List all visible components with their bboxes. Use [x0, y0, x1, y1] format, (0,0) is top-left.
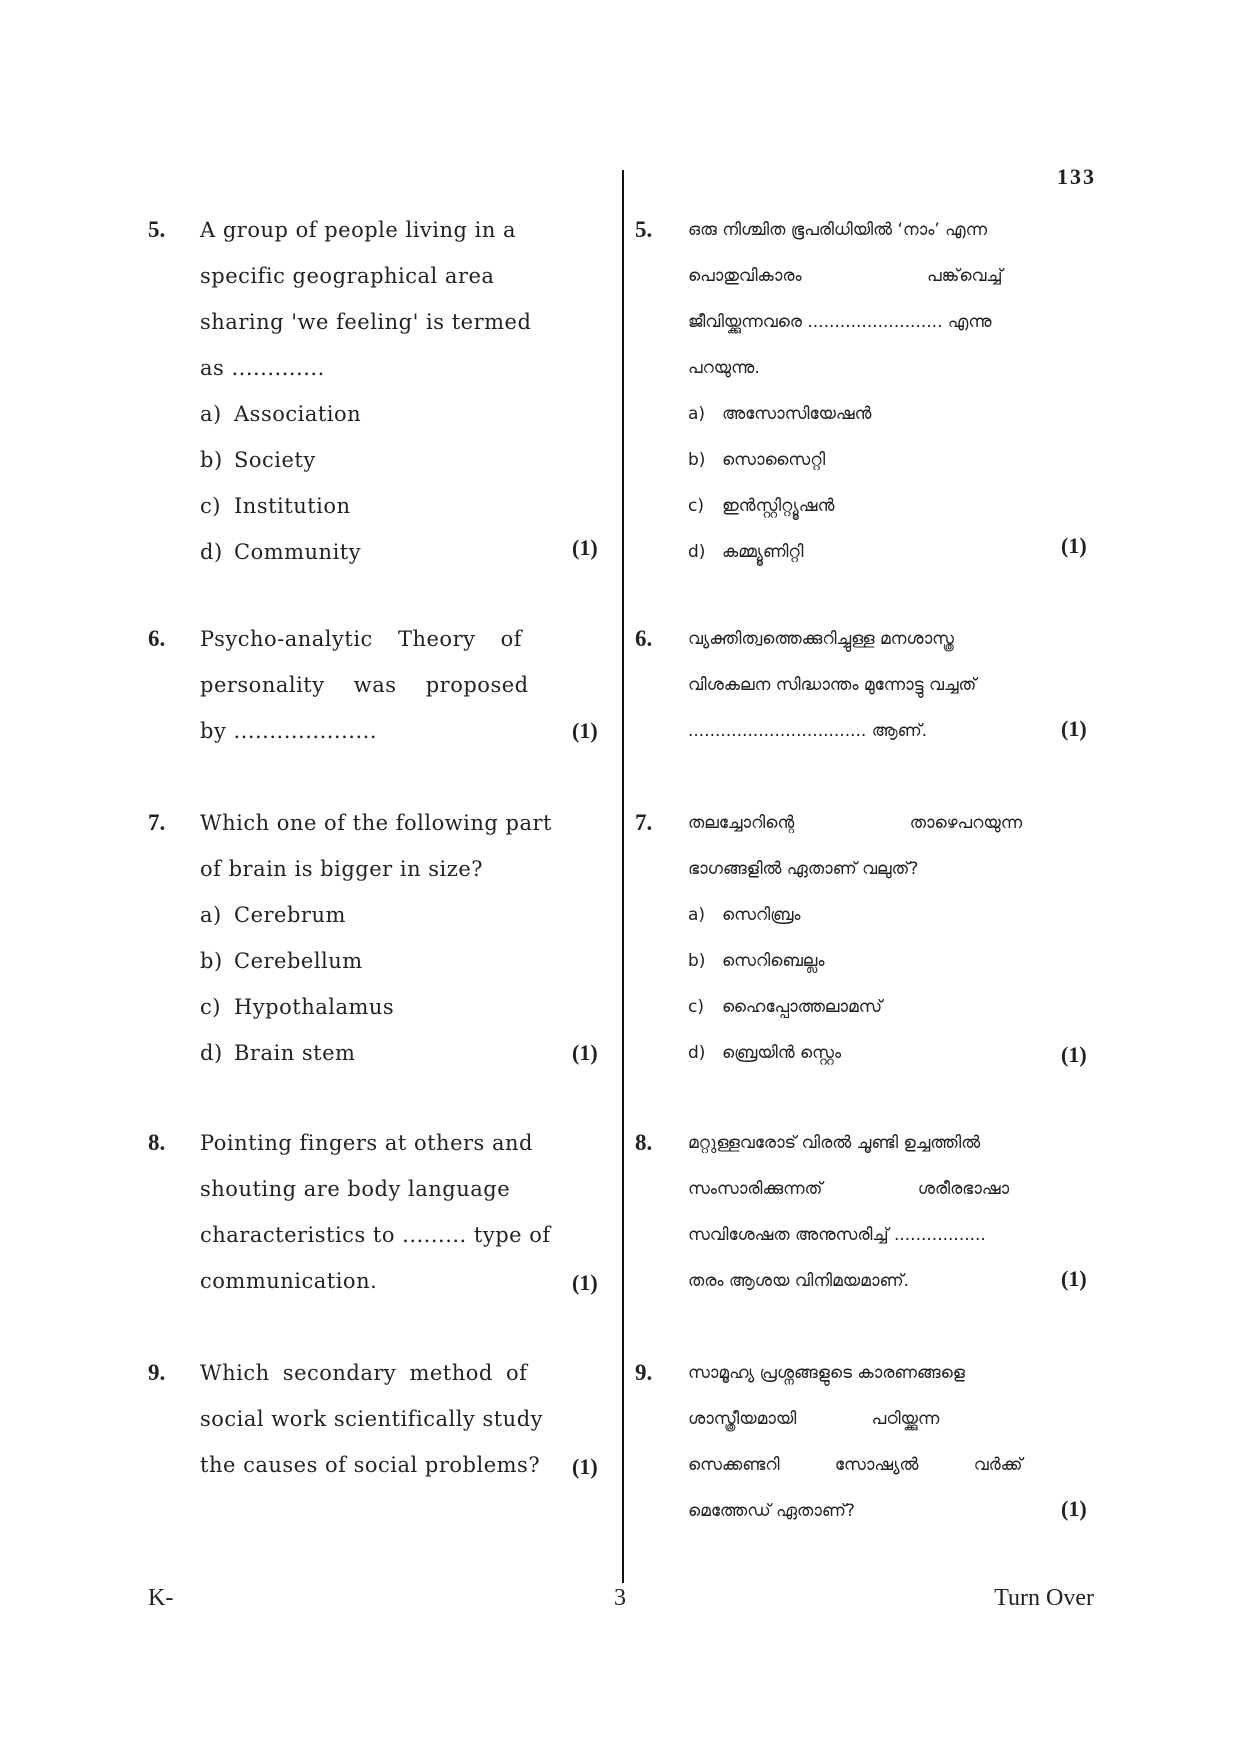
question-text-line: Pointing fingers at others and — [200, 1131, 533, 1155]
question-7-malayalam — [635, 800, 1095, 1090]
option-c: c) Hypothalamus — [200, 995, 395, 1019]
option-c: c) ഇൻസ്റ്റിറ്റ്യൂഷൻ — [688, 496, 835, 516]
question-number: 7. — [635, 810, 653, 835]
question-6-english — [148, 616, 608, 756]
question-text-line: തരം ആശയ വിനിമയമാണ്. — [688, 1271, 909, 1291]
mark: (1) — [572, 1454, 598, 1479]
question-text-line: communication. — [200, 1269, 378, 1293]
question-number: 6. — [148, 626, 166, 651]
question-text-line: സെക്കണ്ടറി സോഷ്യൽ വർക്ക് — [688, 1455, 1023, 1475]
question-text-line: ജീവിയ്ക്കുന്നവരെ ......................... എന്നു — [688, 312, 992, 332]
question-text-line: Psycho-analytic Theory of — [200, 627, 523, 651]
question-text-line: shouting are body language — [200, 1177, 511, 1201]
option-c: c) Institution — [200, 494, 351, 518]
question-text-line: മെത്തേഡ് ഏതാണ്? — [688, 1501, 855, 1521]
mark: (1) — [572, 1040, 598, 1065]
option-a: a) Cerebrum — [200, 903, 346, 927]
mark: (1) — [572, 1270, 598, 1295]
mark: (1) — [1061, 716, 1087, 741]
question-5-english — [148, 207, 608, 564]
question-text-line: വിശകലന സിദ്ധാന്തം മുന്നോട്ടു വച്ചത് — [688, 675, 977, 695]
mark: (1) — [1061, 533, 1087, 558]
question-text-line: A group of people living in a — [200, 218, 517, 242]
question-5-malayalam — [635, 207, 1095, 562]
question-text-line: Which secondary method of — [200, 1361, 528, 1385]
question-number: 8. — [148, 1130, 166, 1155]
mark: (1) — [1061, 1266, 1087, 1291]
option-b: b) Society — [200, 448, 316, 472]
question-text-line: characteristics to ......... type of — [200, 1223, 551, 1247]
mark: (1) — [572, 718, 598, 743]
option-a: a) അസോസിയേഷൻ — [688, 404, 872, 424]
question-number: 5. — [148, 217, 166, 242]
question-text-line: as ............. — [200, 356, 325, 380]
question-text-line: sharing 'we feeling' is termed — [200, 310, 532, 334]
question-text-line: ഒരു നിശ്ചിത ഭൂപരിധിയിൽ ‘നാം’ എന്ന — [688, 220, 988, 240]
question-text-line: the causes of social problems? — [200, 1453, 541, 1477]
question-9-english — [148, 1350, 608, 1500]
question-number: 7. — [148, 810, 166, 835]
mark: (1) — [1061, 1496, 1087, 1521]
question-text-line: specific geographical area — [200, 264, 495, 288]
paper-code: 133 — [1057, 164, 1096, 189]
page-number: 3 — [614, 1585, 626, 1611]
option-b: b) സൊസൈറ്റി — [688, 450, 826, 470]
question-text-line: സംസാരിക്കുന്നത് ശരീരഭാഷാ — [688, 1179, 1010, 1199]
option-b: b) സെറിബെല്ലം — [688, 951, 825, 971]
option-d: d) Community — [200, 540, 362, 564]
question-6-malayalam — [635, 616, 1095, 756]
question-text-line: social work scientifically study — [200, 1407, 544, 1431]
question-text-line: സവിശേഷത അനുസരിച്ച് ................. — [688, 1225, 986, 1245]
option-d: d) ബ്രെയിൻ സ്റ്റെം — [688, 1043, 842, 1063]
question-number: 9. — [635, 1360, 653, 1385]
question-text-line: തലച്ചോറിന്റെ താഴെപറയുന്ന — [688, 813, 1023, 833]
question-text-line: personality was proposed — [200, 673, 529, 697]
option-b: b) Cerebellum — [200, 949, 363, 973]
mark: (1) — [1061, 1042, 1087, 1067]
question-text-line: ശാസ്ത്രീയമായി പഠിയ്ക്കുന്ന — [688, 1409, 940, 1429]
column-divider — [622, 170, 624, 1583]
option-a: a) സെറിബ്രം — [688, 905, 801, 925]
question-number: 6. — [635, 626, 653, 651]
question-text-line: ഭാഗങ്ങളിൽ ഏതാണ് വലുത്? — [688, 859, 919, 879]
footer-code: K- — [148, 1585, 174, 1611]
question-text-line: സാമൂഹ്യ പ്രശ്നങ്ങളുടെ കാരണങ്ങളെ — [688, 1363, 965, 1383]
option-a: a) Association — [200, 402, 362, 426]
option-d: d) കമ്മ്യൂണിറ്റി — [688, 542, 804, 562]
question-text-line: of brain is bigger in size? — [200, 857, 484, 881]
question-7-english — [148, 800, 608, 1090]
question-text-line: പൊതുവികാരം പങ്ക്‌വെച്ച് — [688, 266, 1003, 286]
question-9-malayalam — [635, 1350, 1095, 1550]
question-number: 5. — [635, 217, 653, 242]
question-text-line: Which one of the following part — [200, 811, 552, 835]
question-text-line: മറ്റുള്ളവരോട് വിരൽ ചൂണ്ടി ഉച്ചത്തിൽ — [688, 1133, 981, 1153]
mark: (1) — [572, 535, 598, 560]
question-text-line: പറയുന്നു. — [688, 358, 760, 378]
question-number: 8. — [635, 1130, 653, 1155]
option-c: c) ഹൈപ്പോത്തലാമസ് — [688, 997, 883, 1017]
turn-over-label: Turn Over — [994, 1585, 1094, 1611]
question-number: 9. — [148, 1360, 166, 1385]
question-text-line: ................................. ആണ്. — [688, 721, 928, 741]
question-text-line: by .................... — [200, 719, 377, 743]
question-text-line: വ്യക്തിത്വത്തെക്കുറിച്ചുള്ള മനശാസ്ത്ര — [688, 629, 954, 649]
question-8-english — [148, 1120, 608, 1320]
option-d: d) Brain stem — [200, 1041, 356, 1065]
question-8-malayalam — [635, 1120, 1095, 1320]
